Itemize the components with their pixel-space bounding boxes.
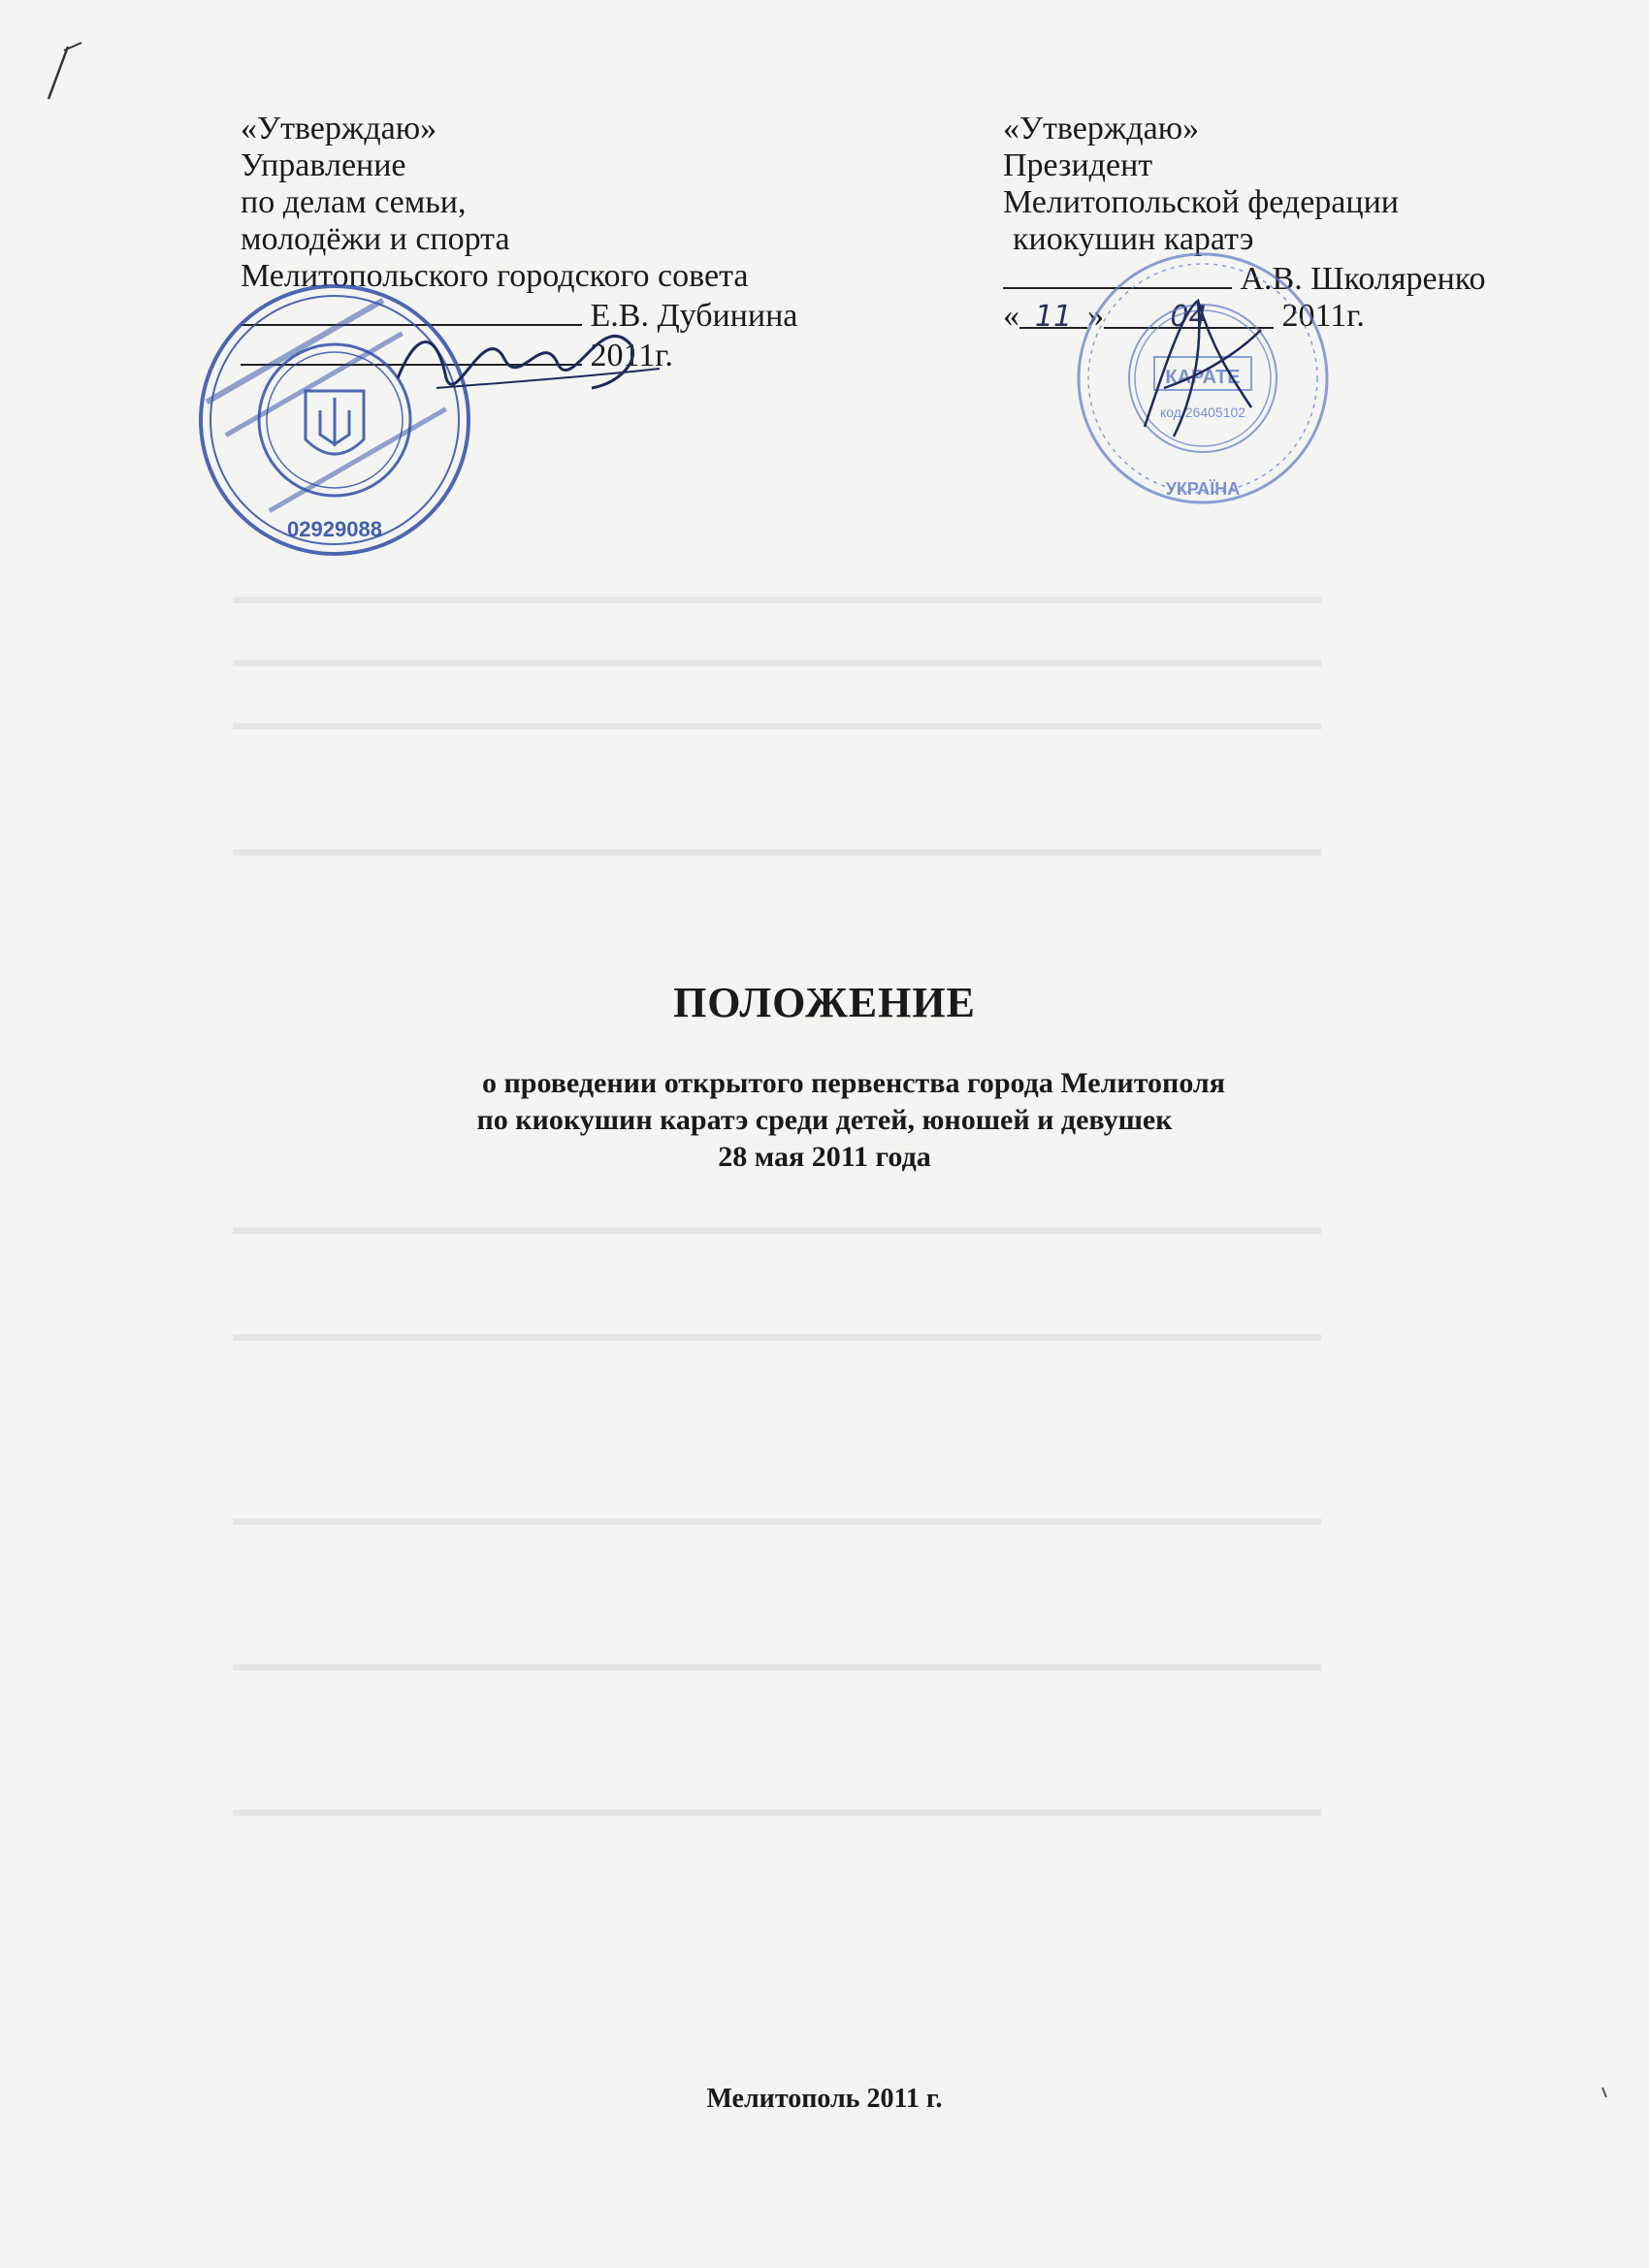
left-year: 2011г.	[590, 338, 673, 373]
document-title: ПОЛОЖЕНИЕ	[673, 979, 976, 1026]
right-signature-icon	[1106, 291, 1280, 446]
left-org-line2: по делам семьи,	[241, 184, 467, 220]
subtitle-line3: 28 мая 2011 года	[718, 1141, 931, 1173]
left-signatory: Е.В. Дубинина	[590, 298, 798, 334]
corner-dot-icon	[1600, 2086, 1610, 2099]
subtitle-line2: по киокушин каратэ среди детей, юношей и девушек	[476, 1104, 1173, 1136]
right-month: 04	[1170, 300, 1208, 334]
left-org-line3: молодёжи и спорта	[241, 221, 510, 257]
document-page: ▬▬▬▬▬▬▬▬▬▬▬▬▬▬▬▬▬▬▬▬▬▬▬▬▬▬▬▬▬▬▬▬▬▬▬▬▬▬▬▬▬▬▬▬▬▬▬▬▬▬▬ ▬▬▬▬▬▬▬▬▬▬▬▬▬▬▬▬▬▬▬▬▬▬▬▬▬▬▬▬▬▬▬▬▬▬▬▬▬▬▬▬▬▬▬▬▬▬▬▬▬▬▬ ▬▬▬▬▬▬▬▬▬▬▬▬▬▬▬▬▬▬▬▬▬▬▬▬▬▬▬▬▬▬▬▬▬▬▬▬▬▬▬▬▬▬▬▬▬▬▬▬▬▬▬ ▬▬▬▬▬▬▬▬▬▬▬▬▬▬▬▬▬▬▬▬▬▬▬▬▬▬▬▬▬▬▬▬▬▬▬▬▬▬▬▬▬▬▬▬▬▬▬▬▬▬▬ ▬▬▬▬▬▬▬▬▬▬▬▬▬▬▬▬▬▬▬▬▬▬▬▬▬▬▬▬▬▬▬▬▬▬▬▬▬▬▬▬▬▬▬▬▬▬▬▬▬▬▬ ▬▬▬▬▬▬▬▬▬▬▬▬▬▬▬▬▬▬▬▬▬▬▬▬▬▬▬▬▬▬▬▬▬▬▬▬▬▬▬▬▬▬▬▬▬▬▬▬▬▬▬ ▬▬▬▬▬▬▬▬▬▬▬▬▬▬▬▬▬▬▬▬▬▬▬▬▬▬▬▬▬▬▬▬▬▬▬▬▬▬▬▬▬▬▬▬▬▬▬▬▬▬▬ ▬▬▬▬▬▬▬▬▬▬▬▬▬▬▬▬▬▬▬▬▬▬▬▬▬▬▬▬▬▬▬▬▬▬▬▬▬▬▬▬▬▬▬▬▬▬▬▬▬▬▬ ▬▬▬▬▬▬▬▬▬▬▬▬▬▬▬▬▬▬▬▬▬▬▬▬▬▬▬▬▬▬▬▬▬▬▬▬▬▬▬▬▬▬▬▬▬▬▬▬▬▬▬ «Утверждаю» Управление по делам семьи, молодёжи и спорта Мелитопольского городского совета Е.В. Дубинина 2011г. «Утверждаю» Президент Мелитопольской федерации киокушин каратэ А.В. Школяренко « 11 » 04 2011г. 02929088 КАРАТЕ код 26405102 УКРАЇНА ПОЛОЖЕНИЕ о проведении открытого первенства города Мелитополя по киокушин каратэ среди детей, юношей и девушек 28 мая 2011 года Мелитополь 2011 г.	[0, 0, 1649, 2268]
left-stamp-code: 02929088	[287, 517, 382, 541]
right-approval-heading: «Утверждаю»	[1003, 111, 1200, 146]
left-approval-heading: «Утверждаю»	[241, 111, 437, 146]
right-title-line1: Президент	[1003, 147, 1153, 183]
right-stamp-code: код 26405102	[1159, 405, 1246, 420]
document-footer: Мелитополь 2011 г.	[706, 2084, 943, 2114]
right-signatory: А.В. Школяренко	[1240, 261, 1486, 297]
right-year: 2011г.	[1281, 298, 1365, 334]
left-org-line4: Мелитопольского городского совета	[241, 258, 749, 294]
right-day: 11	[1034, 300, 1073, 334]
left-org-line1: Управление	[241, 147, 406, 183]
pencil-mark-icon	[39, 39, 87, 107]
left-signature-icon	[378, 291, 669, 417]
subtitle-line1: о проведении открытого первенства города Мелитополя	[482, 1067, 1225, 1099]
right-title-line2: Мелитопольской федерации	[1003, 184, 1399, 220]
quote-open: «	[1003, 298, 1019, 334]
right-stamp-country: УКРАЇНА	[1165, 479, 1241, 499]
quote-close: »	[1087, 298, 1104, 334]
right-stamp-word: КАРАТЕ	[1165, 367, 1241, 388]
document-subtitle	[0, 1065, 1649, 1176]
right-title-line3: киокушин каратэ	[1013, 221, 1254, 257]
